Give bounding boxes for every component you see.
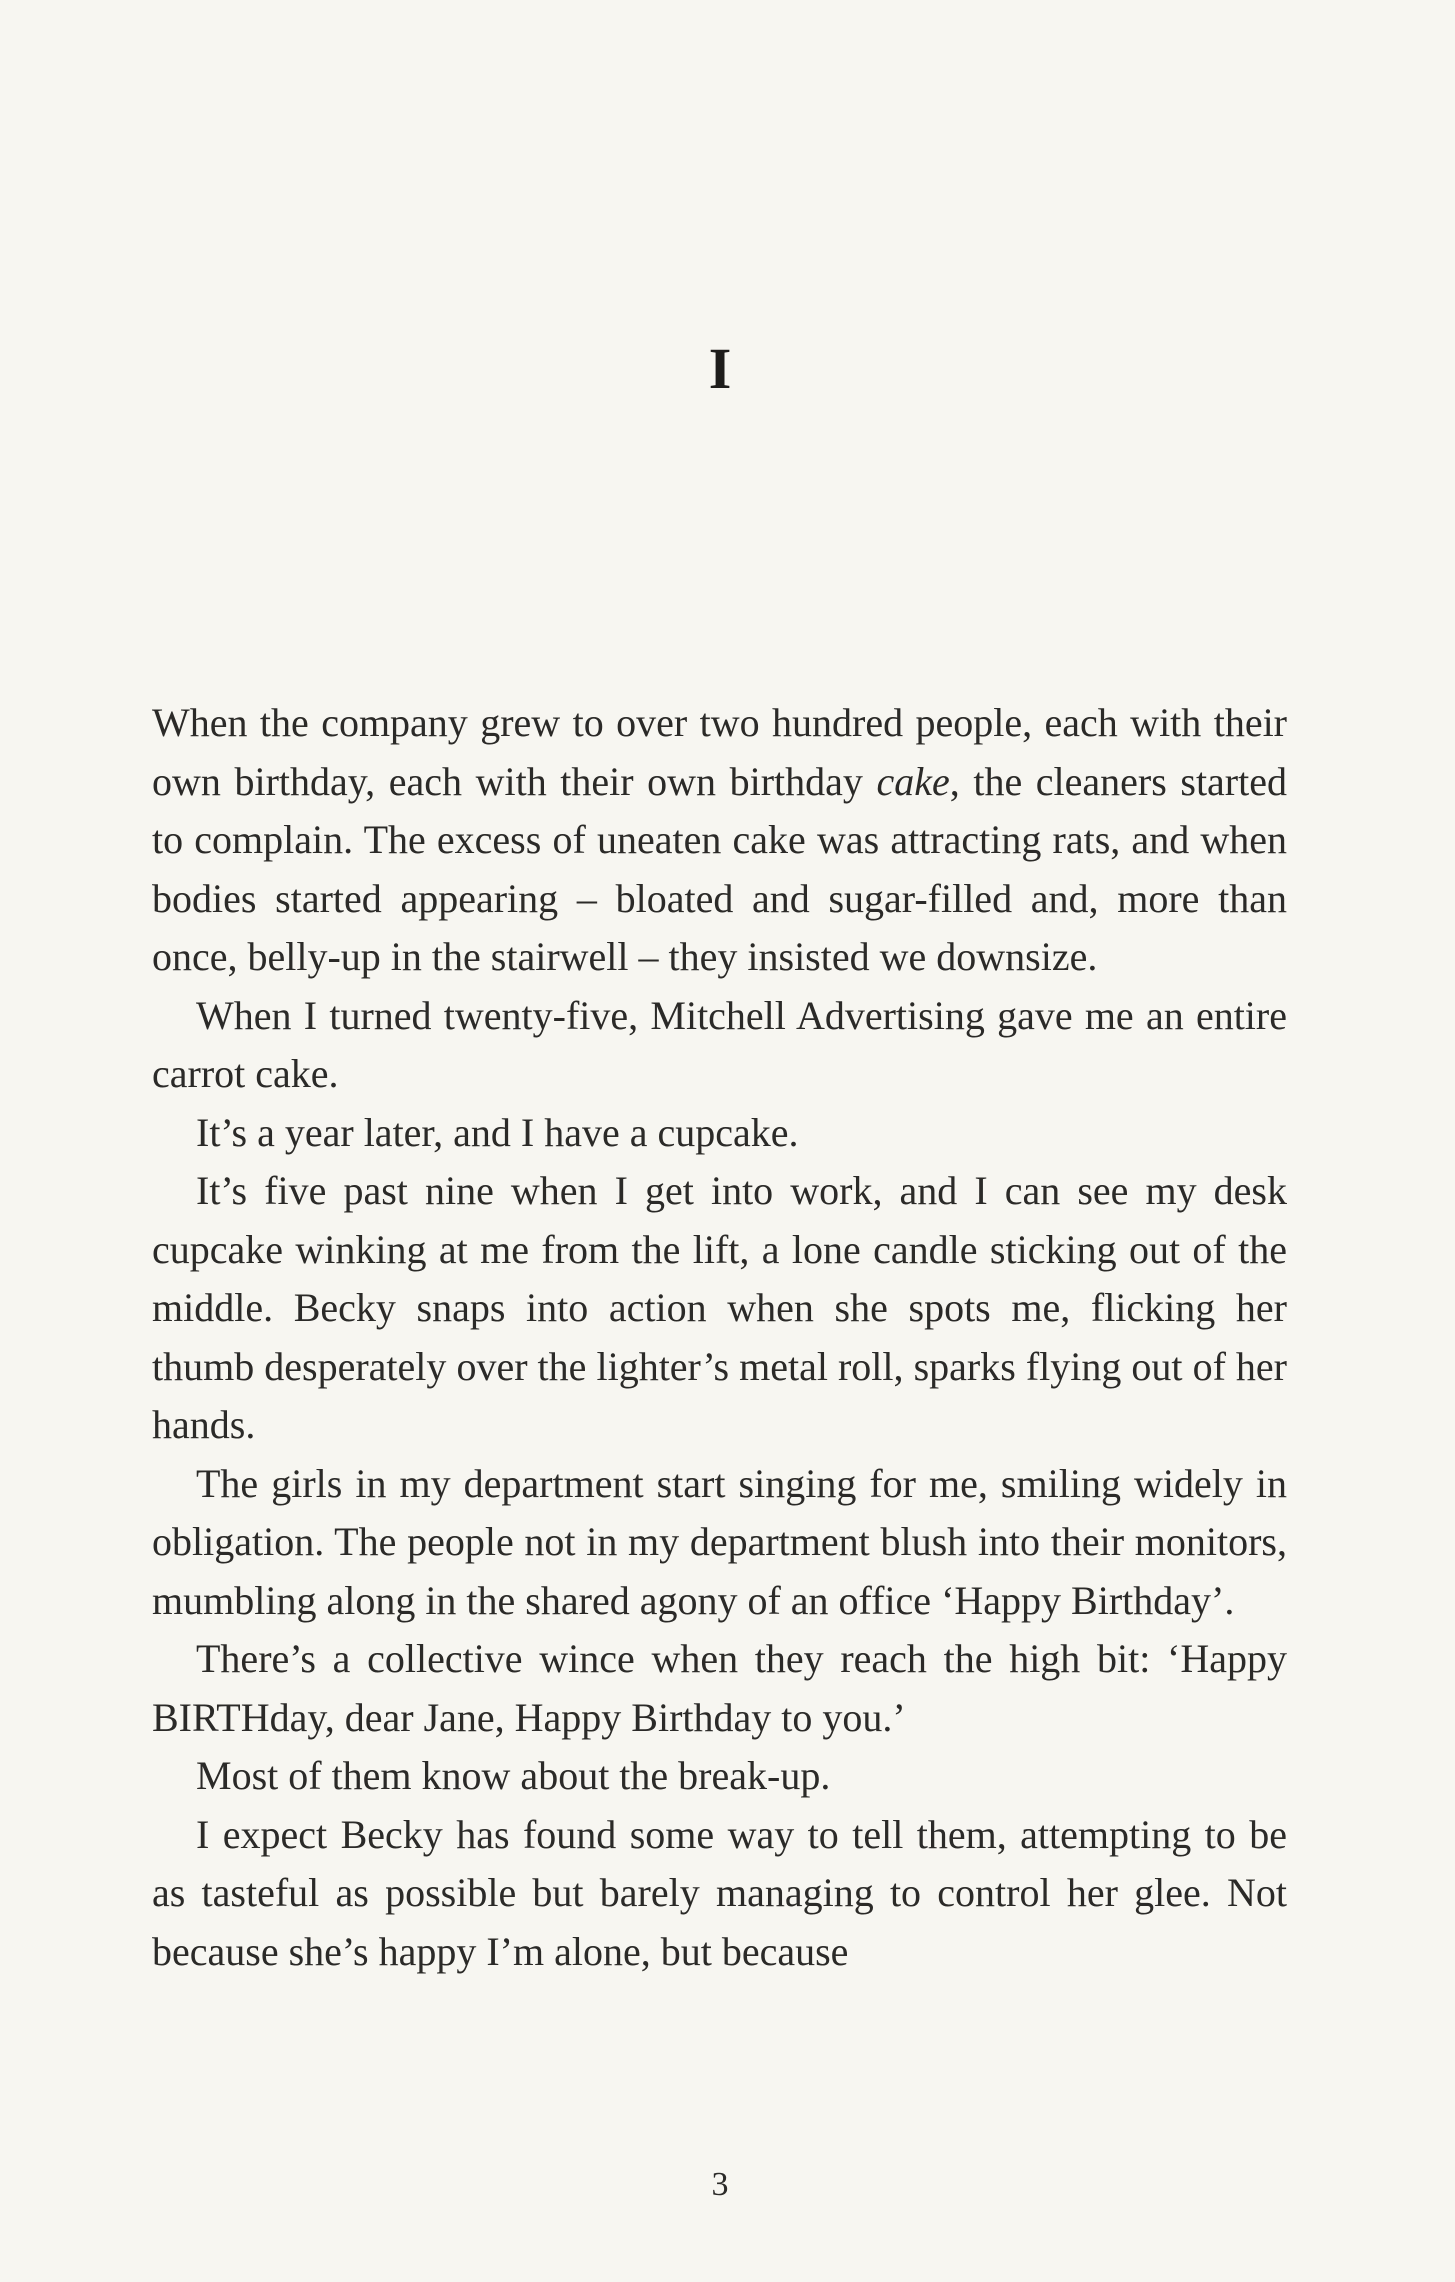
paragraph-5: The girls in my department start singing for me, smiling widely in obligation. The people not in my department blush into their monitors, mumbling along in the shared agony of an office ‘Happy Birthday’. (152, 1460, 1287, 1623)
chapter-number: I (708, 336, 732, 401)
paragraph-1-text-end: , the cleaners started to complain. The excess of uneaten cake was attracting rats, and when bodies started appearing – bloated and sugar-filled and, more than once, belly-up in the stairwell – they insisted we downsize. (152, 758, 1287, 979)
paragraph-1-text-start: When the company grew to over two hundred people, each with their own birthday, each with their own birthday (152, 700, 1287, 804)
paragraph-1-emphasis: cake (876, 758, 950, 804)
paragraph-8: I expect Becky has found some way to tell them, attempting to be as tasteful as possible but barely managing to control her glee. Not because she’s happy I’m alone, but because (152, 1811, 1287, 1974)
paragraph-3: It’s a year later, and I have a cupcake. (196, 1109, 799, 1155)
paragraph-7: Most of them know about the break-up. (196, 1753, 831, 1798)
paragraph-1 (152, 694, 1287, 987)
paragraph-2: When I turned twenty-five, Mitchell Advertising gave me an entire carrot cake. (152, 992, 1287, 1096)
paragraph-4: It’s five past nine when I get into work, and I can see my desk cupcake winking at me from the lift, a lone candle sticking out of the middle. Becky snaps into action when she spots me, flicking her thumb desperately over the lighter’s metal roll, sparks flying out of her hands. (152, 1168, 1287, 1447)
body-text (152, 694, 1287, 1981)
paragraph-6: There’s a collective wince when they reach the high bit: ‘Happy BIRTHday, dear Jane, Happy Birthday to you.’ (152, 1636, 1287, 1740)
page-number: 3 (711, 2166, 729, 2203)
